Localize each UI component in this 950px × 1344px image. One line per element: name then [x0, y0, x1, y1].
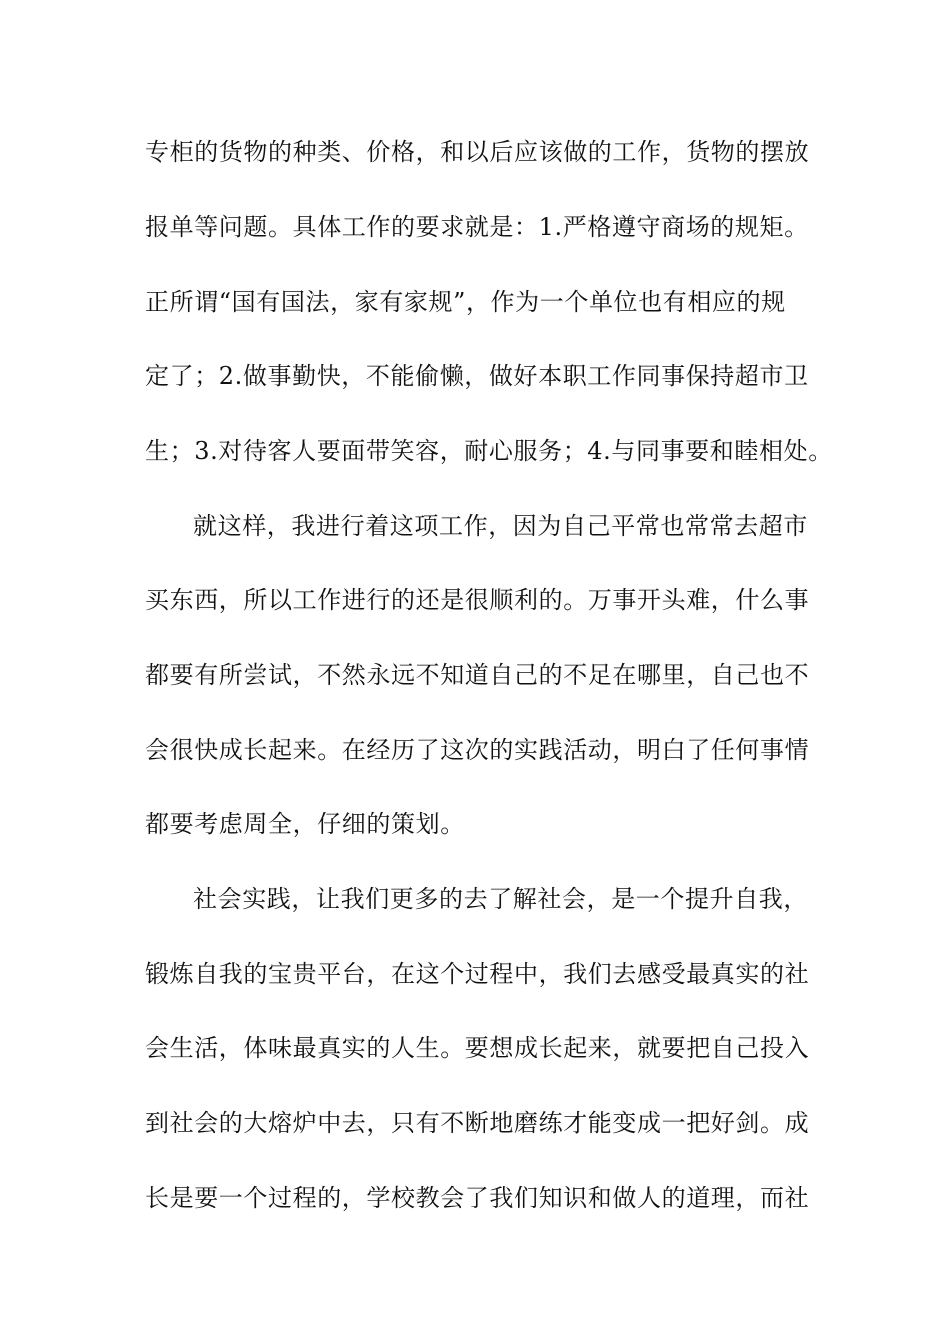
text-line: 都要考虑周全，仔细的策划。: [145, 810, 465, 838]
text-line: 都要有所尝试，不然永远不知道自己的不足在哪里，自己也不: [145, 661, 810, 689]
text-line: 专柜的货物的种类、价格，和以后应该做的工作，货物的摆放: [145, 138, 810, 166]
text-line: 定了；2.做事勤快，不能偷懒，做好本职工作同事保持超市卫: [145, 362, 809, 390]
text-line: 买东西，所以工作进行的还是很顺利的。万事开头难，什么事: [145, 586, 810, 614]
text-line: 生；3.对待客人要面带笑容，耐心服务；4.与同事要和睦相处。: [145, 437, 833, 465]
text-line: 长是要一个过程的，学校教会了我们知识和做人的道理，而社: [145, 1184, 810, 1212]
text-line: 报单等问题。具体工作的要求就是：1.严格遵守商场的规矩。: [145, 213, 809, 241]
text-line: 到社会的大熔炉中去，只有不断地磨练才能变成一把好剑。成: [145, 1109, 810, 1137]
text-line: 会生活，体味最真实的人生。要想成长起来，就要把自己投入: [145, 1034, 810, 1062]
paragraph-first-line: 就这样，我进行着这项工作，因为自己平常也常常去超市: [193, 512, 808, 540]
text-line: 锻炼自我的宝贵平台，在这个过程中，我们去感受最真实的社: [145, 960, 810, 988]
text-line: 会很快成长起来。在经历了这次的实践活动，明白了任何事情: [145, 736, 810, 764]
text-line: 正所谓“国有国法，家有家规”，作为一个单位也有相应的规: [145, 288, 786, 316]
paragraph-first-line: 社会实践，让我们更多的去了解社会，是一个提升自我，: [193, 885, 808, 913]
